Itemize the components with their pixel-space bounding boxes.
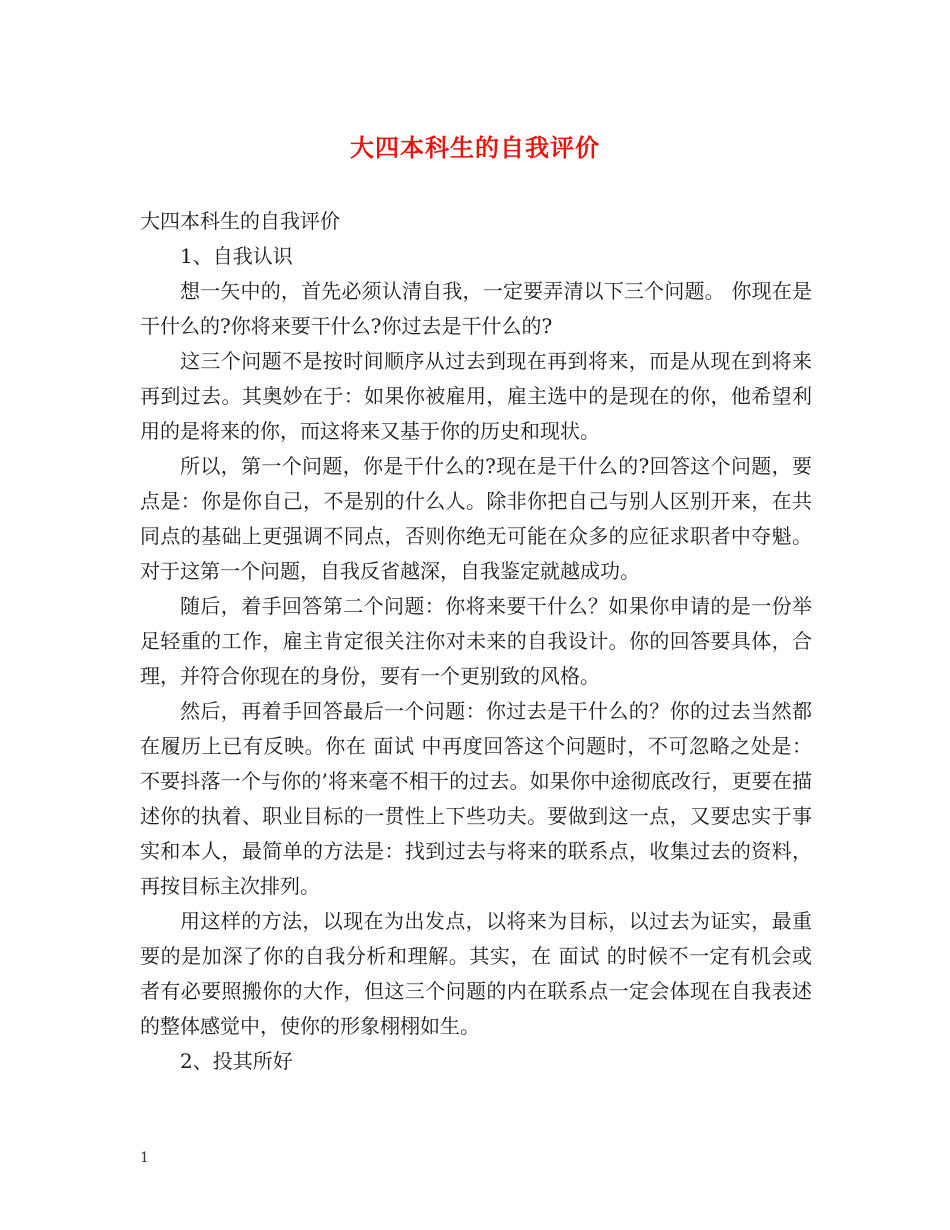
paragraph: 然后，再着手回答最后一个问题：你过去是干什么的？你的过去当然都在履历上已有反映。你在 面试 中再度回答这个问题时，不可忽略之处是：不要抖落一个与你的’将来毫不相干的过去。如果你中途彻底改行，更要在描述你的执着、职业目标的一贯性上下些功夫。要做到这一点，又要忠实于事实和本人，最简单的方法是：找到过去与将来的联系点，收集过去的资料，再按目标主次排列。 bbox=[140, 699, 812, 898]
document-subtitle: 大四本科生的自我评价 bbox=[140, 209, 340, 233]
paragraph: 所以，第一个问题，你是干什么的?现在是干什么的?回答这个问题，要点是：你是你自己，不是别的什么人。除非你把自己与别人区别开来，在共同点的基础上更强调不同点，否则你绝无可能在众多的应征求职者中夺魁。 对于这第一个问题，自我反省越深，自我鉴定就越成功。 bbox=[140, 454, 812, 583]
page-number: 1 bbox=[140, 1150, 149, 1166]
paragraph: 想一矢中的，首先必须认清自我，一定要弄清以下三个问题。 你现在是干什么的?你将来要干什么?你过去是干什么的? bbox=[140, 279, 812, 338]
paragraph: 这三个问题不是按时间顺序从过去到现在再到将来，而是从现在到将来再到过去。其奥妙在于：如果你被雇用，雇主选中的是现在的你，他希望利用的是将来的你，而这将来又基于你的历史和现状。 bbox=[140, 349, 812, 443]
paragraph: 用这样的方法，以现在为出发点，以将来为目标，以过去为证实，最重要的是加深了你的自我分析和理解。其实，在 面试 的时候不一定有机会或者有必要照搬你的大作，但这三个问题的内在联系点一定会体现在自我表述的整体感觉中，使你的形象栩栩如生。 bbox=[140, 909, 812, 1038]
section-heading-2: 2、投其所好 bbox=[180, 1049, 293, 1073]
document-title: 大四本科生的自我评价 bbox=[350, 133, 600, 162]
section-heading-1: 1、自我认识 bbox=[180, 244, 293, 268]
paragraph: 随后，着手回答第二个问题：你将来要干什么？如果你申请的是一份举足轻重的工作，雇主肯定很关注你对未来的自我设计。你的回答要具体，合理，并符合你现在的身份，要有一个更别致的风格。 bbox=[140, 594, 812, 688]
document-body bbox=[140, 204, 812, 1079]
